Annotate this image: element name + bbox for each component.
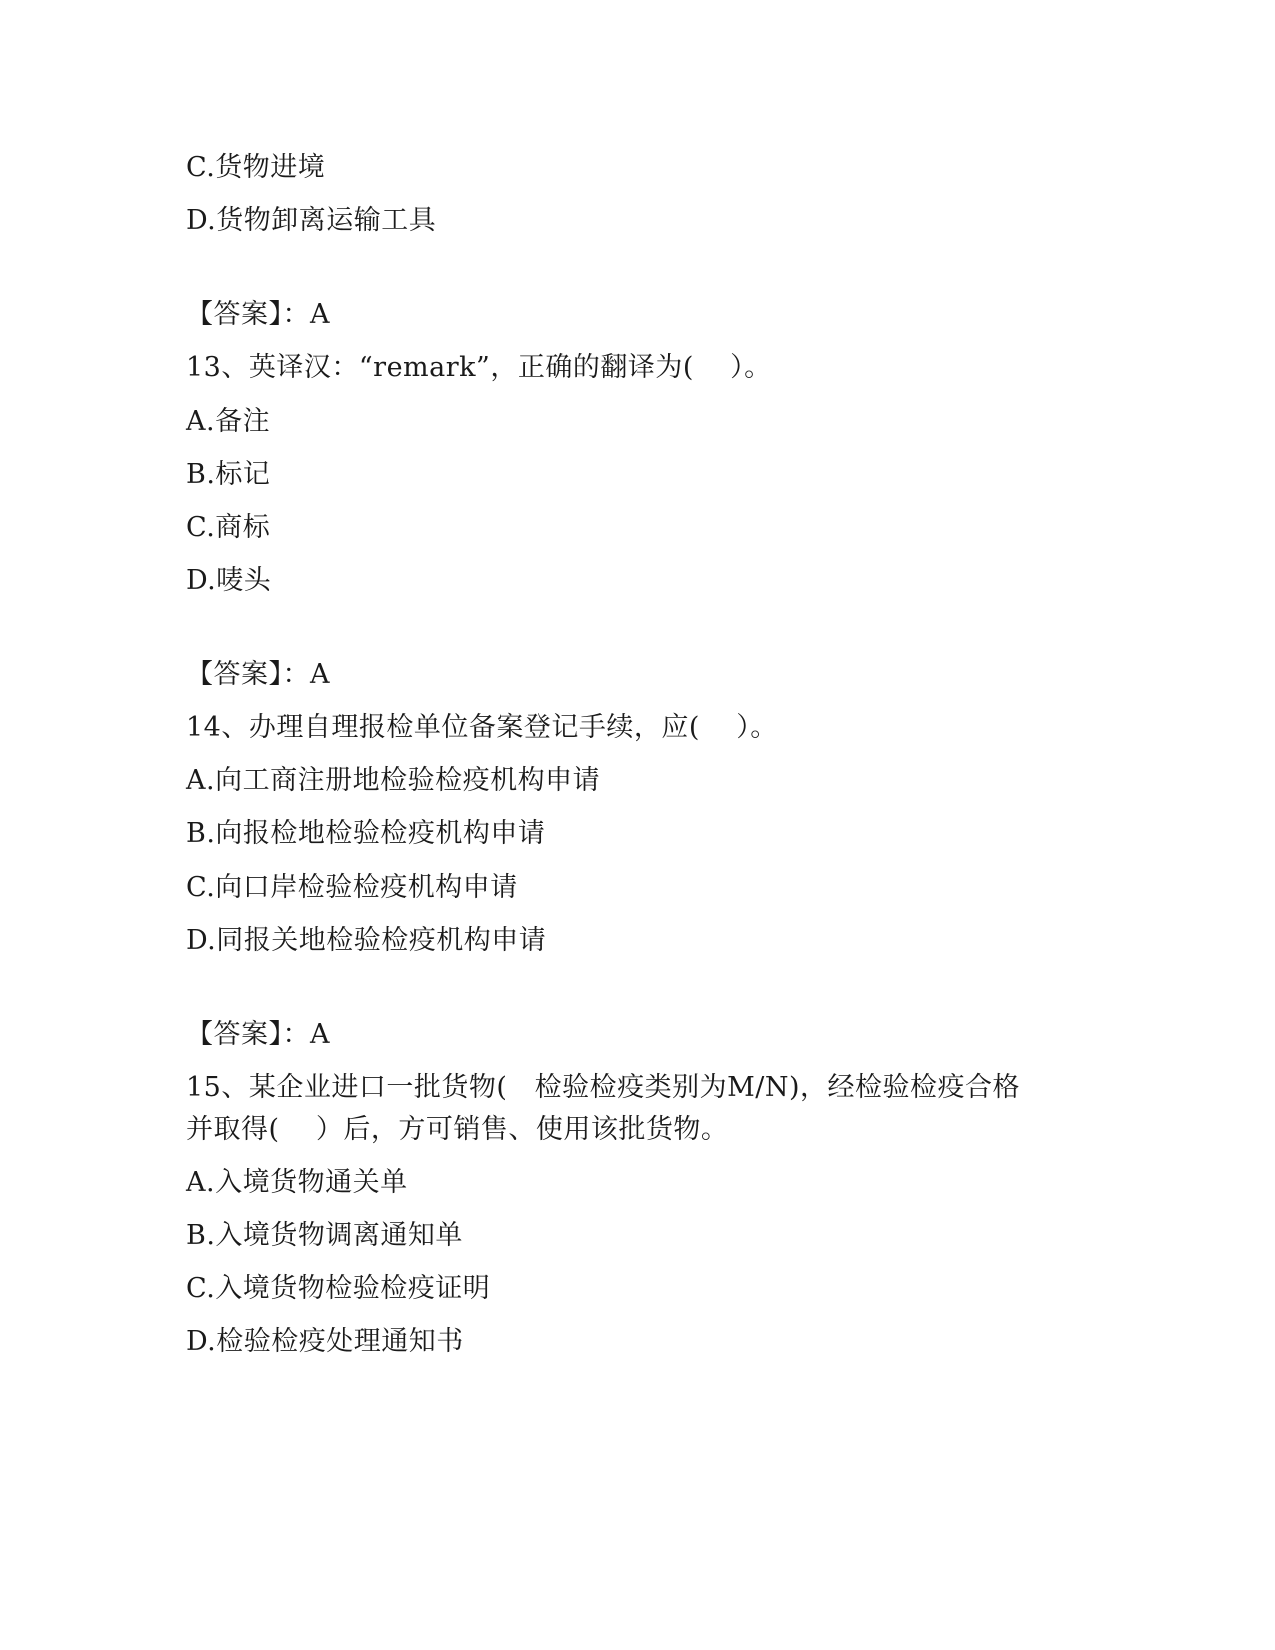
question-14-option-a: A.向工商注册地检验检疫机构申请 (186, 765, 601, 796)
question-15-stem-line-1: 15、某企业进口一批货物( 检验检疫类别为M/N)，经检验检疫合格 (186, 1072, 1021, 1103)
question-14-option-c: C.向口岸检验检疫机构申请 (186, 872, 518, 903)
question-13-stem: 13、英译汉：“remark”，正确的翻译为( ）。 (186, 352, 772, 383)
question-14-option-b: B.向报检地检验检疫机构申请 (186, 818, 546, 849)
question-13-option-c: C.商标 (186, 512, 271, 543)
question-13-option-a: A.备注 (186, 406, 271, 437)
option-c: C.货物进境 (186, 152, 326, 183)
question-14-answer: 【答案】：A (186, 1019, 330, 1050)
question-15-option-a: A.入境货物通关单 (186, 1167, 408, 1198)
question-15-option-d: D.检验检疫处理通知书 (186, 1326, 464, 1357)
question-13-answer: 【答案】：A (186, 659, 330, 690)
question-15-stem-line-2: 并取得( ）后，方可销售、使用该批货物。 (186, 1114, 729, 1145)
question-15-option-b: B.入境货物调离通知单 (186, 1220, 463, 1251)
question-15-option-c: C.入境货物检验检疫证明 (186, 1273, 491, 1304)
question-13-option-b: B.标记 (186, 459, 271, 490)
question-14-option-d: D.同报关地检验检疫机构申请 (186, 925, 547, 956)
question-14-stem: 14、办理自理报检单位备案登记手续，应( ）。 (186, 712, 778, 743)
option-d: D.货物卸离运输工具 (186, 205, 437, 236)
answer-line: 【答案】：A (186, 299, 330, 330)
question-13-option-d: D.唛头 (186, 565, 272, 596)
